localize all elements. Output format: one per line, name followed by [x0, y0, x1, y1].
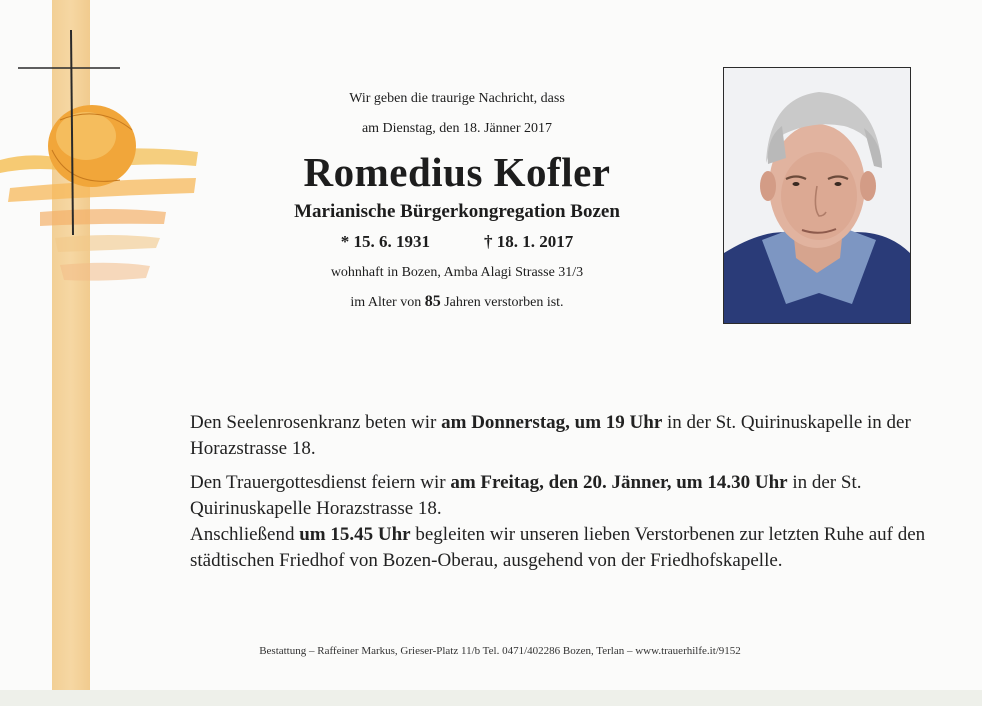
announcement-header — [240, 84, 674, 314]
funeral-home-footer: Bestattung – Raffeiner Markus, Grieser-Platz 11/b Tel. 0471/402286 Bozen, Terlan – www.trauerhilfe.it/9152 — [259, 645, 741, 657]
scan-edge — [0, 690, 982, 706]
life-dates — [240, 230, 674, 254]
residence: wohnhaft in Bozen, Amba Alagi Strasse 31/3 — [330, 265, 584, 280]
intro-line: Wir geben die traurige Nachricht, dass — [349, 91, 565, 106]
burial-paragraph: Anschließend um 15.45 Uhr begleiten wir unseren lieben Verstorbenen zur letzten Ruhe auf den städtischen Friedhof von Bozen-Oberau, ausgehend von der Friedhofskapelle. — [190, 524, 926, 571]
death-date: † 18. 1. 2017 — [484, 232, 574, 251]
age-line: im Alter von 85 Jahren verstorben ist. — [350, 293, 564, 310]
organization: Marianische Bürgerkongregation Bozen — [294, 201, 620, 222]
funeral-paragraph: Den Trauergottesdienst feiern wir am Freitag, den 20. Jänner, um 14.30 Uhr in der St. Quirinuskapelle Horazstrasse 18. — [190, 472, 862, 519]
cross-and-sun-icon — [0, 20, 210, 295]
portrait-photo-icon — [724, 68, 910, 323]
birth-date: * 15. 6. 1931 — [340, 232, 430, 251]
rosary-paragraph: Den Seelenrosenkranz beten wir am Donnerstag, um 19 Uhr in der St. Quirinuskapelle in der Horazstrasse 18. — [190, 412, 911, 459]
service-details — [190, 410, 930, 582]
death-date-line: am Dienstag, den 18. Jänner 2017 — [361, 121, 553, 136]
deceased-name: Romedius Kofler — [303, 149, 611, 195]
age-value: 85 — [424, 293, 441, 310]
portrait-photo — [723, 67, 911, 324]
